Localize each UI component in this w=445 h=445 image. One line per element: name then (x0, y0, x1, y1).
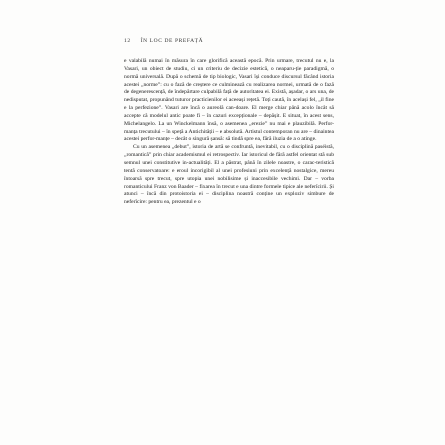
paragraph: Cu un asemenea „debut”, istoria de artă se confruntă, inevitabil, cu o disciplină paséistă, „romantică” prin chiar academismul ei retrospectiv. Iar istoricul de fără astfel orientat stă sub semnul unei constitutive in-actualități. El a păstrat, până în zilele noastre, o carac-teristică tentă conservatoare: e eroul incorigibil al unei profesiuni prin excelență nostalgice, mereu întoarsă spre trecut, spre utopia unei nobilisime și inaccesibile vechimi. Dar – vorba romanticului Franz von Baader – fixarea în trecut e una dintre formele tipice ale neferîcirii. Și atunci – încă din protoistoria ei – disciplina noastră conține un exploziv simbure de neferîcire: pentru ea, prezentul e o (124, 144, 334, 206)
running-title: ÎN LOC DE PREFAȚĂ (140, 38, 204, 44)
page-number: 12 (124, 38, 131, 44)
running-header (124, 38, 203, 44)
body-text (124, 58, 334, 207)
paragraph: e valabilă numai în măsura în care glorifică această epocă. Prin urmare, trecutul nu e, la Vasari, un obiect de studiu, ci un criteriu de decizie estetică, o neaparu-ție paradigmă, o normă universală. După o schemă de tip biologic, Vasari își conduce discursul făcând istoria acestei „norme”: cu o fază de creștere ce culminează cu realizarea normei, urmată de o fază de degenerescență, de îndepărtare culpabilă față de autoritatea ei. Există, așadar, o ars una, de nedisputat, propunând tuturor practicienilor ei aceeași rețetă. Toți caută, în același fel, „il fine e la perfezione”. Vasari are încă o aureolă can-doare. El merge chiar până acolo încât să accepte că modelul antic poate fi – în cazuri excepționale – depășit. E situat, în acest sens, Michelangelo. La un Winckelmann însă, o asemenea „erezie” nu mai e plauzibilă. Perfor-manța trecutului – în speță a Antichității – e absolută. Artistul contemporan nu are – dinaintea acestei perfor-manțe – decât o singură șansă: să tindă spre ea, fără iluzia de a o atinge. (124, 58, 334, 143)
